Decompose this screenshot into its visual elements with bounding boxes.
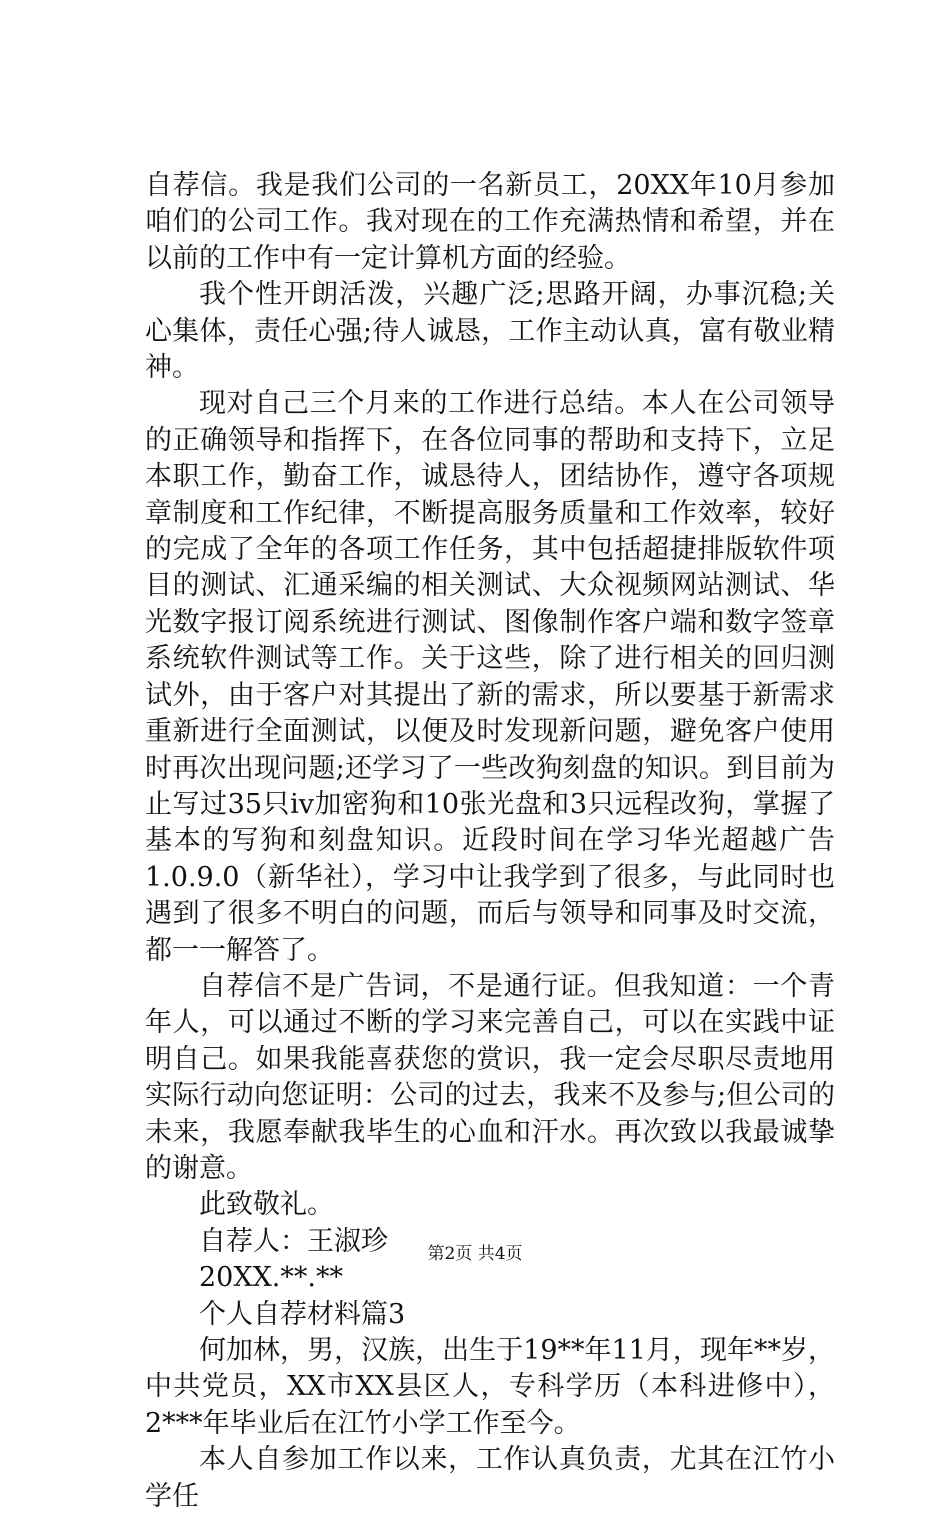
- date-line: 20XX.**.**: [199, 1262, 343, 1294]
- paragraph-personality: 我个性开朗活泼，兴趣广泛;思路开阔，办事沉稳;关心集体，责任心强;待人诚恳，工作主动认真，富有敬业精神。: [145, 279, 835, 384]
- document-body: [145, 168, 835, 1515]
- paragraph-work-summary: 现对自己三个月来的工作进行总结。本人在公司领导的正确领导和指挥下，在各位同事的帮助和支持下，立足本职工作，勤奋工作，诚恳待人，团结协作，遵守各项规章制度和工作纪律，不断提高服务质量和工作效率，较好的完成了全年的各项工作任务，其中包括超捷排版软件项目的测试、汇通采编的相关测试、大众视频网站测试、华光数字报订阅系统进行测试、图像制作客户端和数字签章系统软件测试等工作。关于这些，除了进行相关的回归测试外，由于客户对其提出了新的需求，所以要基于新需求重新进行全面测试，以便及时发现新问题，避免客户使用时再次出现问题;还学习了一些改狗刻盘的知识。到目前为止写过35只iv加密狗和10张光盘和3只远程改狗，掌握了基本的写狗和刻盘知识。近段时间在学习华光超越广告1.0.9.0（新华社），学习中让我学到了很多，与此同时也遇到了很多不明白的问题，而后与领导和同事及时交流，都一一解答了。: [145, 388, 835, 966]
- paragraph-bio: 何加林，男，汉族，出生于19**年11月，现年**岁，中共党员，XX市XX县区人，专科学历（本科进修中），2***年毕业后在江竹小学工作至今。: [145, 1335, 835, 1439]
- section-heading: 个人自荐材料篇3: [199, 1298, 406, 1330]
- paragraph-closing: 自荐信不是广告词，不是通行证。但我知道：一个青年人，可以通过不断的学习来完善自己，可以在实践中证明自己。如果我能喜获您的赏识，我一定会尽职尽责地用实际行动向您证明：公司的过去，我来不及参与;但公司的未来，我愿奉献我毕生的心血和汗水。再次致以我最诚挚的谢意。: [145, 970, 835, 1184]
- page-number: 第2页 共4页: [427, 1244, 523, 1264]
- paragraph-intro: 自荐信。我是我们公司的一名新员工，20XX年10月参加咱们的公司工作。我对现在的工作充满热情和希望，并在以前的工作中有一定计算机方面的经验。: [145, 170, 835, 274]
- salutation: 此致敬礼。: [199, 1189, 334, 1221]
- signature: 自荐人：王淑珍: [199, 1225, 388, 1257]
- paragraph-work-history: 本人自参加工作以来，工作认真负责，尤其在江竹小学任: [145, 1444, 835, 1512]
